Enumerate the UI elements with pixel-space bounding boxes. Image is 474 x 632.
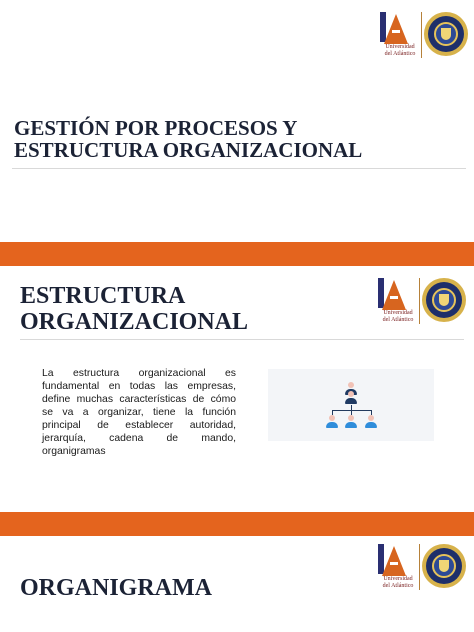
slide-1	[0, 0, 474, 242]
section-title	[20, 575, 212, 601]
university-logo-icon	[378, 12, 422, 58]
logo-divider	[419, 544, 420, 590]
slide-separator	[0, 242, 474, 266]
body-paragraph: La estructura organizacional es fundamental en todas las empresas, define muchas características de cómo se va a organizar, tiene la función principal de establecer autoridad, jerarquía, cadena de mando, organigramas	[42, 368, 236, 457]
title-line-1: ESTRUCTURA	[20, 283, 186, 309]
page-title	[14, 117, 362, 161]
university-seal-icon	[422, 544, 466, 588]
logo-text-line-1: Universidad	[383, 576, 413, 582]
logo-divider	[421, 12, 422, 58]
title-line-2: ESTRUCTURA ORGANIZACIONAL	[14, 138, 363, 162]
university-logo-icon	[376, 544, 420, 590]
org-node-center	[345, 415, 357, 428]
logo-text-line-2: del Atlántico	[382, 317, 414, 323]
logo-text-line-1: Universidad	[385, 44, 415, 50]
title-underline	[20, 339, 464, 340]
org-node-right	[365, 415, 377, 428]
title-underline	[12, 168, 466, 169]
university-logo-icon	[376, 278, 420, 324]
org-node-left	[326, 415, 338, 428]
logo-text-line-2: del Atlántico	[382, 583, 414, 589]
section-title	[20, 283, 248, 335]
logo-divider	[419, 278, 420, 324]
org-node-manager	[345, 391, 357, 404]
title-line-2: ORGANIZACIONAL	[20, 309, 249, 335]
org-connector	[332, 410, 372, 411]
university-seal-icon	[422, 278, 466, 322]
org-chart-icon	[268, 369, 434, 441]
title-line-1: ORGANIGRAMA	[20, 575, 212, 601]
title-line-1: GESTIÓN POR PROCESOS Y	[14, 116, 298, 140]
slide-separator	[0, 512, 474, 536]
logo-text-line-2: del Atlántico	[384, 51, 416, 57]
university-seal-icon	[424, 12, 468, 56]
logo-text-line-1: Universidad	[383, 310, 413, 316]
